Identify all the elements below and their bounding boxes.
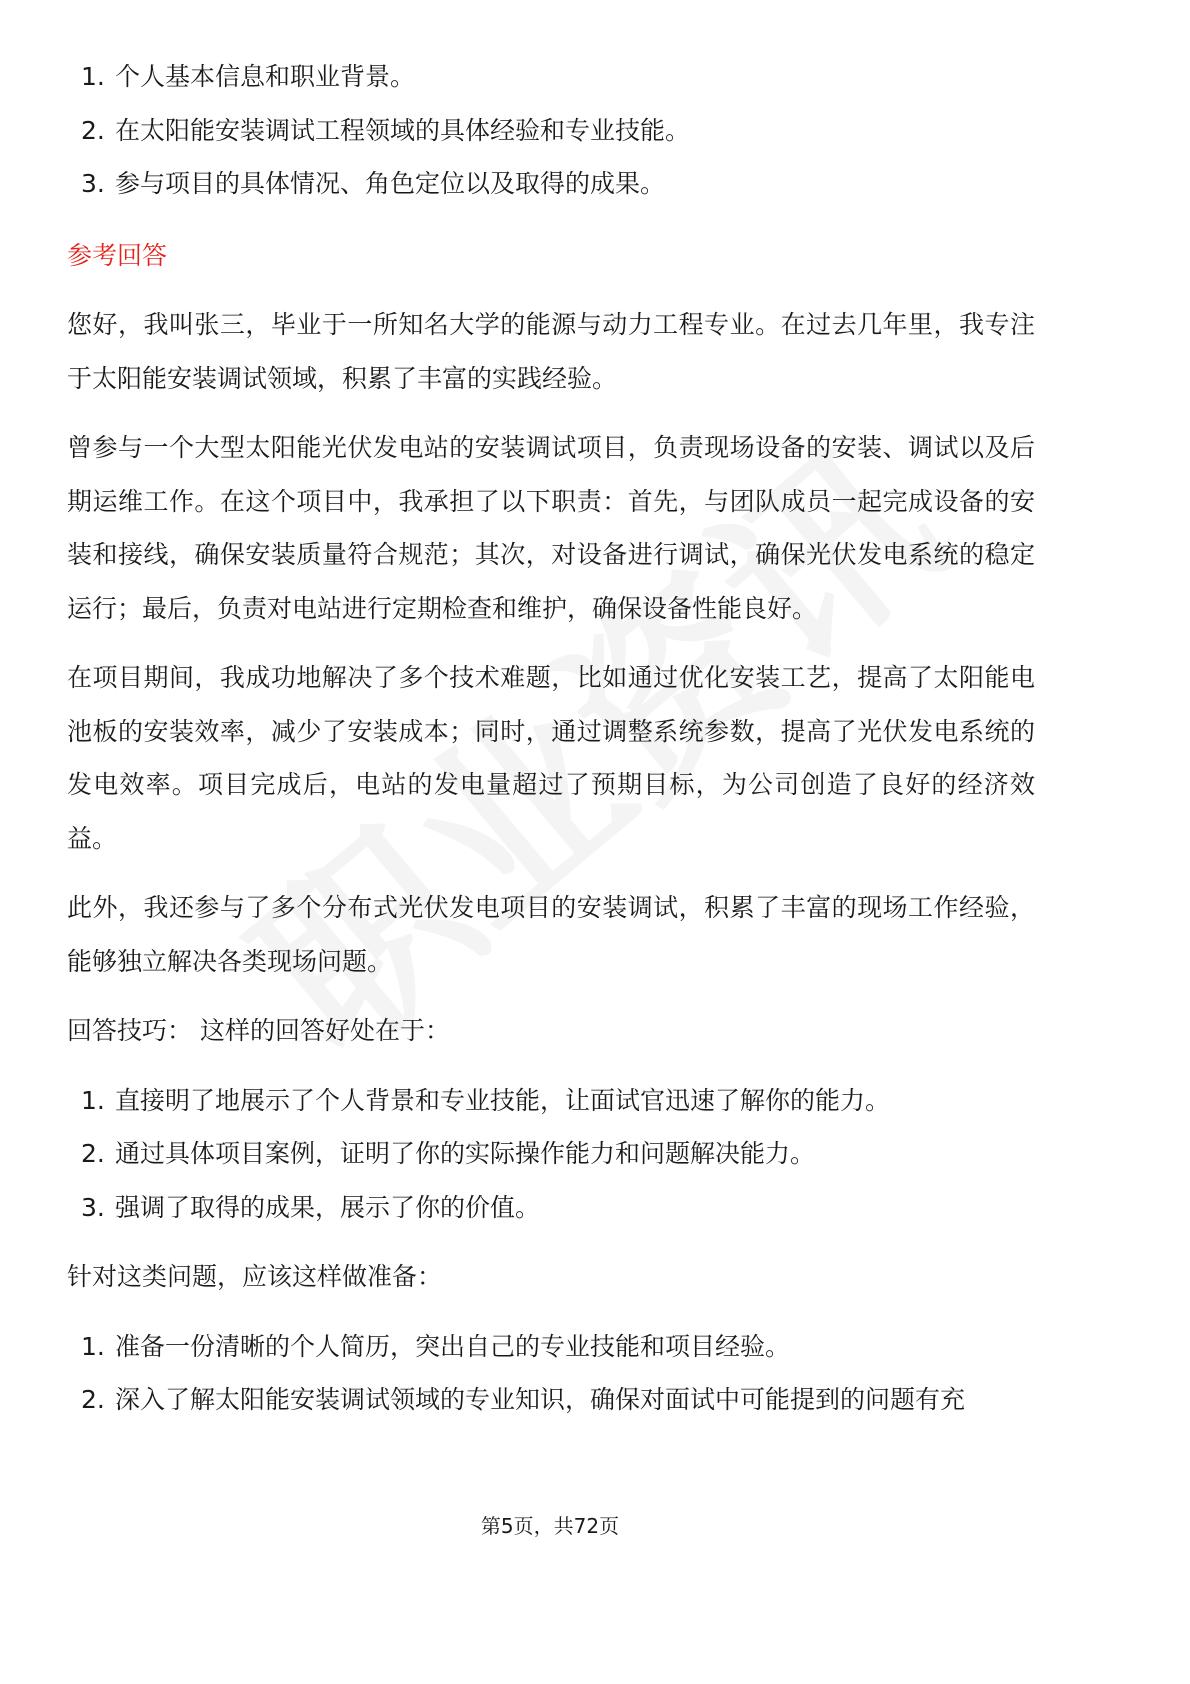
paragraph-project: 曾参与一个大型太阳能光伏发电站的安装调试项目，负责现场设备的安装、调试以及后期运维工作。在这个项目中，我承担了以下职责：首先，与团队成员一起完成设备的安装和接线，确保安装质量符合规范；其次，对设备进行调试，确保光伏发电系统的稳定运行；最后，负责对电站进行定期检查和维护，确保设备性能良好。: [67, 433, 1035, 623]
list-item-text: 准备一份清晰的个人简历，突出自己的专业技能和项目经验。: [115, 1331, 791, 1361]
list-item-text: 强调了取得的成果，展示了你的价值。: [115, 1192, 541, 1222]
list-item-text: 直接明了地展示了个人背景和专业技能，让面试官迅速了解你的能力。: [115, 1085, 891, 1115]
page-footer: 第5页，共72页: [480, 1514, 620, 1538]
document-body: [67, 50, 1035, 1427]
list-item-text: 在太阳能安装调试工程领域的具体经验和专业技能。: [115, 115, 691, 145]
list-item: [67, 1320, 1035, 1374]
list-item-number: 1.: [81, 1331, 105, 1361]
tips-list: [67, 1074, 1035, 1235]
list-item-number: 3.: [81, 169, 105, 198]
list-item: [67, 1373, 1035, 1427]
list-item: [67, 1127, 1035, 1181]
reference-answer-heading: 参考回答: [67, 240, 168, 270]
list-item-number: 1.: [81, 62, 105, 91]
list-item: [67, 1181, 1035, 1235]
list-item-text: 个人基本信息和职业背景。: [115, 62, 416, 91]
prep-list: [67, 1320, 1035, 1427]
list-item: [67, 157, 1035, 211]
list-item-number: 2.: [81, 115, 105, 145]
paragraph-intro: 您好，我叫张三，毕业于一所知名大学的能源与动力工程专业。在过去几年里，我专注于太阳能安装调试领域，积累了丰富的实践经验。: [67, 310, 1035, 393]
intro-list: [67, 50, 1035, 211]
paragraph-achievements: 在项目期间，我成功地解决了多个技术难题，比如通过优化安装工艺，提高了太阳能电池板的安装效率，减少了安装成本；同时，通过调整系统参数，提高了光伏发电系统的发电效率。项目完成后，电站的发电量超过了预期目标，为公司创造了良好的经济效益。: [67, 663, 1035, 853]
list-item-text: 参与项目的具体情况、角色定位以及取得的成果。: [115, 169, 666, 198]
list-item: [67, 50, 1035, 104]
tips-heading: 回答技巧： 这样的回答好处在于：: [67, 1016, 450, 1045]
paragraph-additional: 此外，我还参与了多个分布式光伏发电项目的安装调试，积累了丰富的现场工作经验，能够独立解决各类现场问题。: [67, 893, 1035, 976]
list-item: [67, 104, 1035, 158]
list-item-number: 3.: [81, 1192, 105, 1222]
list-item: [67, 1074, 1035, 1128]
prep-heading: 针对这类问题，应该这样做准备：: [67, 1262, 443, 1291]
list-item-text: 深入了解太阳能安装调试领域的专业知识，确保对面试中可能提到的问题有充: [115, 1385, 966, 1414]
list-item-number: 2.: [81, 1139, 105, 1168]
list-item-number: 1.: [81, 1085, 105, 1115]
list-item-text: 通过具体项目案例，证明了你的实际操作能力和问题解决能力。: [115, 1139, 816, 1168]
list-item-number: 2.: [81, 1385, 105, 1414]
